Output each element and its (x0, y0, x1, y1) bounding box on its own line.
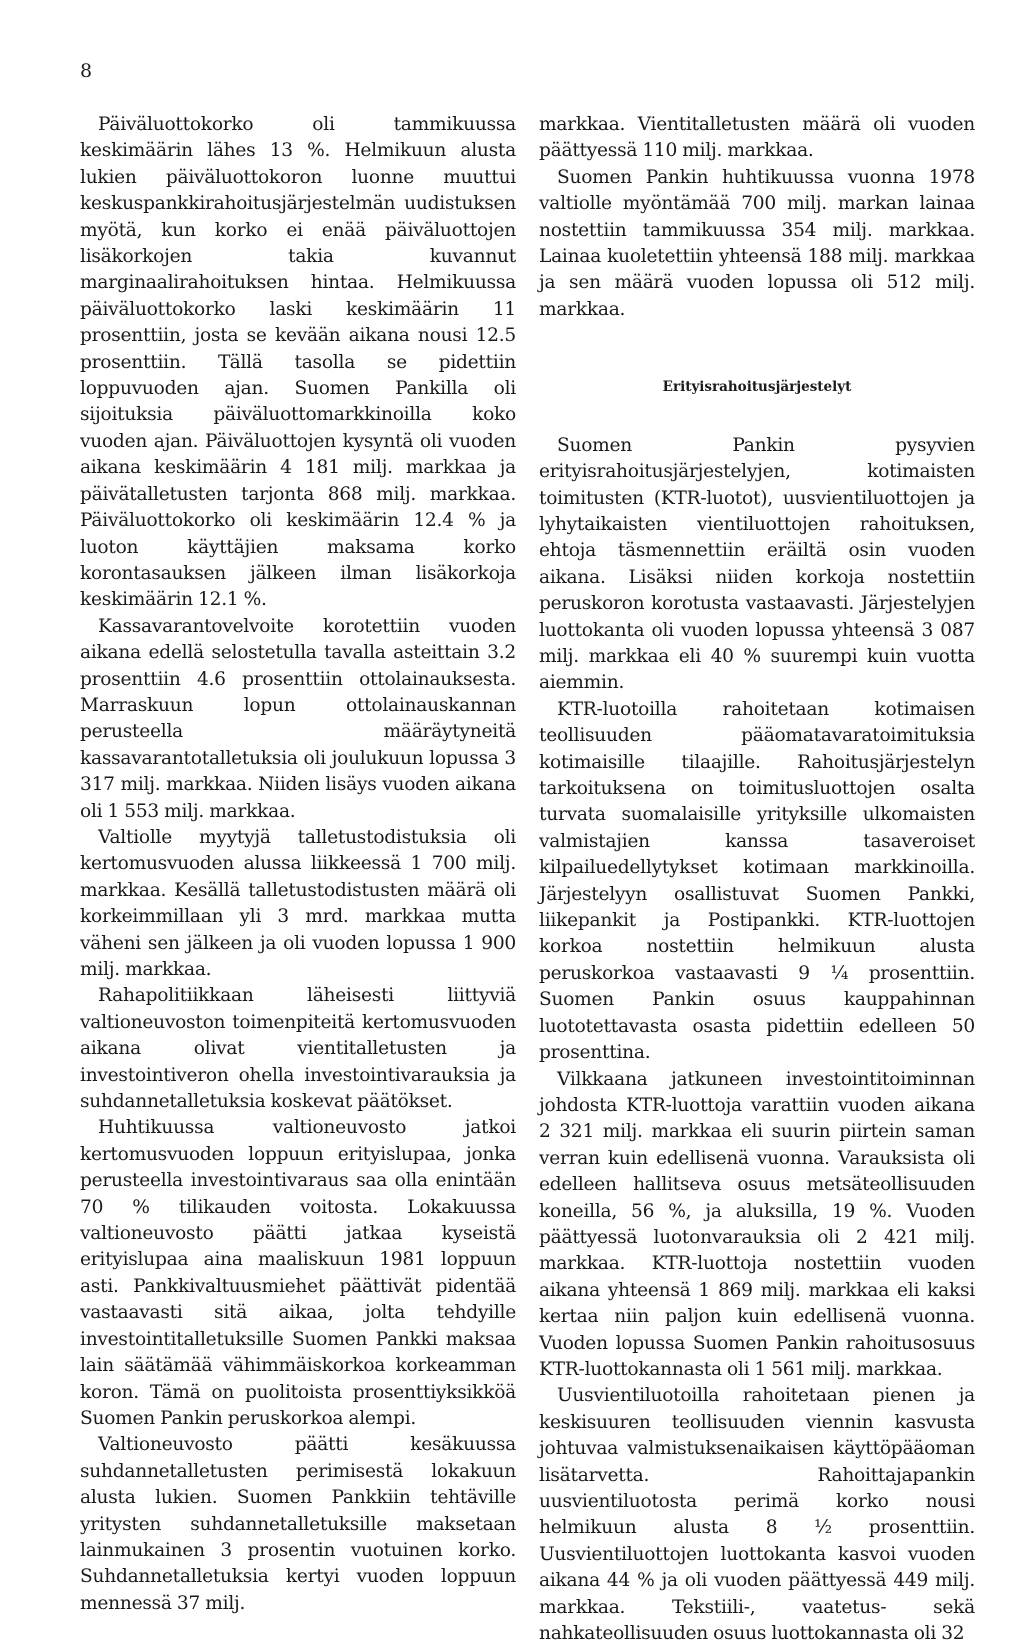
paragraph-export-deposits: markkaa. Vientitalletusten määrä oli vuoden päättyessä 110 milj. markkaa. (539, 114, 975, 162)
paragraph-state-loan: Suomen Pankin huhtikuussa vuonna 1978 valtiolle myöntämää 700 milj. markan lainaa nostettiin tammikuussa 354 milj. markkaa. Lainaa kuoletettiin yhteensä 188 milj. markkaa ja sen määrä vuoden lopussa oli 512 milj. markkaa. (539, 166, 975, 320)
page-number: 8 (80, 60, 93, 82)
paragraph-investment-activity: Vilkkaana jatkuneen investointitoiminnan johdosta KTR-luottoja varattiin vuoden aikana 2 321 milj. markkaa eli suurin piirtein saman verran kuin edellisenä vuonna. Varauksista oli edelleen hallitseva osuus metsäteollisuuden koneilla, 56 %, ja aluksilla, 19 %. Vuoden päättyessä luotonvarauksia oli 2 421 milj. markkaa. KTR-luottoja nostettiin vuoden aikana yhteensä 1 869 milj. markkaa eli kaksi kertaa niin paljon kuin edellisenä vuonna. Vuoden lopussa Suomen Pankin rahoitusosuus KTR-luottokannasta oli 1 561 milj. markkaa. (539, 1068, 975, 1380)
right-column (539, 112, 975, 1647)
paragraph-cyclical-deposits: Valtioneuvosto päätti kesäkuussa suhdannetalletusten perimisestä lokakuun alusta lukien. Suomen Pankkiin tehtäville yritysten suhdannetalletuksille maksetaan lainmukainen 3 prosentin vuotuinen korko. Suhdannetalletuksia kertyi vuoden loppuun mennessä 37 milj. (80, 1434, 516, 1614)
paragraph-ktr-credits: KTR-luotoilla rahoitetaan kotimaisen teollisuuden pääomatavaratoimituksia kotimaisille tilaajille. Rahoitusjärjestelyn tarkoituksena on toimitusluottojen osalta turvata suomalaisille yrityksille ulkomaisten valmistajien kanssa tasaveroiset kilpailuedellytykset kotimaan markkinoilla. Järjestelyyn osallistuvat Suomen Pankki, liikepankit ja Postipankki. KTR-luottojen korkoa nostettiin helmikuun alusta peruskorkoa vastaavasti 9 ¼ prosenttiin. Suomen Pankin osuus kauppahinnan luototettavasta osasta pidettiin edelleen 50 prosenttina. (539, 698, 975, 1064)
paragraph-cash-reserve: Kassavarantovelvoite korotettiin vuoden aikana edellä selostetulla tavalla asteittain 3.2 prosenttiin 4.6 prosenttiin ottolainauksesta. Marraskuun lopun ottolainauskannan perusteella määräytyneitä kassavarantotalletuksia oli joulukuun lopussa 3 317 milj. markkaa. Niiden lisäys vuoden aikana oli 1 553 milj. markkaa. (80, 615, 516, 822)
paragraph-government-measures: Rahapolitiikkaan läheisesti liittyviä valtioneuvoston toimenpiteitä kertomusvuoden aikana olivat vientitalletusten ja investointiveron ohella investointivarauksia ja suhdannetalletuksia koskevat päätökset. (80, 985, 516, 1113)
paragraph-deposit-certificates: Valtiolle myytyjä talletustodistuksia oli kertomusvuoden alussa liikkeessä 1 700 milj. markkaa. Kesällä talletustodistusten määrä oli korkeimmillaan yli 3 mrd. markkaa mutta väheni sen jälkeen ja oli vuoden lopussa 1 900 milj. markkaa. (80, 826, 516, 980)
paragraph-investment-reserve: Huhtikuussa valtioneuvosto jatkoi kertomusvuoden loppuun erityislupaa, jonka perusteella investointivaraus saa olla enintään 70 % tilikauden voitosta. Lokakuussa valtioneuvosto päätti jatkaa kyseistä erityislupaa aina maaliskuun 1981 loppuun asti. Pankkivaltuusmiehet päättivät pidentää vastaavasti sitä aikaa, jolta tehdyille investointitalletuksille Suomen Pankki maksaa lain säätämää vähimmäiskorkoa korkeamman koron. Tämä on puolitoista prosenttiyksikköä Suomen Pankin peruskorkoa alempi. (80, 1117, 516, 1429)
section-heading: Erityisrahoitusjärjestelyt (662, 379, 852, 396)
paragraph-overnight-rate: Päiväluottokorko oli tammikuussa keskimäärin lähes 13 %. Helmikuun alusta lukien päiväluottokoron luonne muuttui keskuspankkirahoitusjärjestelmän uudistuksen myötä, kun korko ei enää päiväluottojen lisäkorkojen takia kuvannut marginaalirahoituksen hintaa. Helmikuussa päiväluottokorko laski keskimäärin 11 prosenttiin, josta se kevään aikana nousi 12.5 prosenttiin. Tällä tasolla se pidettiin loppuvuoden ajan. Suomen Pankilla oli sijoituksia päiväluottomarkkinoilla koko vuoden ajan. Päiväluottojen kysyntä oli vuoden aikana keskimäärin 4 181 milj. markkaa ja päivätalletusten tarjonta 868 milj. markkaa. Päiväluottokorko oli keskimäärin 12.4 % ja luoton käyttäjien maksama korko korontasauksen jälkeen ilman lisäkorkoja keskimäärin 12.1 %. (80, 114, 516, 611)
paragraph-special-financing: Suomen Pankin pysyvien erityisrahoitusjärjestelyjen, kotimaisten toimitusten (KTR-luotot), uusvientiluottojen ja lyhytaikaisten vientiluottojen rahoituksen, ehtoja täsmennettiin eräiltä osin vuoden aikana. Lisäksi niiden korkoja nostettiin peruskoron korotusta vastaavasti. Järjestelyjen luottokanta oli vuoden lopussa yhteensä 3 087 milj. markkaa eli 40 % suurempi kuin vuotta aiemmin. (539, 434, 975, 694)
left-column (80, 112, 516, 1617)
paragraph-new-export-credits: Uusvientiluotoilla rahoitetaan pienen ja keskisuuren teollisuuden viennin kasvusta johtuvaa valmistuksenaikaisen käyttöpääoman lisätarvetta. Rahoittajapankin uusvientiluotosta perimä korko nousi helmikuun alusta 8 ½ prosenttiin. Uusvientiluottojen luottokanta kasvoi vuoden aikana 44 % ja oli vuoden päättyessä 449 milj. markkaa. Tekstiili-, vaatetus- sekä nahkateollisuuden osuus luottokannasta oli 32 (539, 1385, 975, 1645)
